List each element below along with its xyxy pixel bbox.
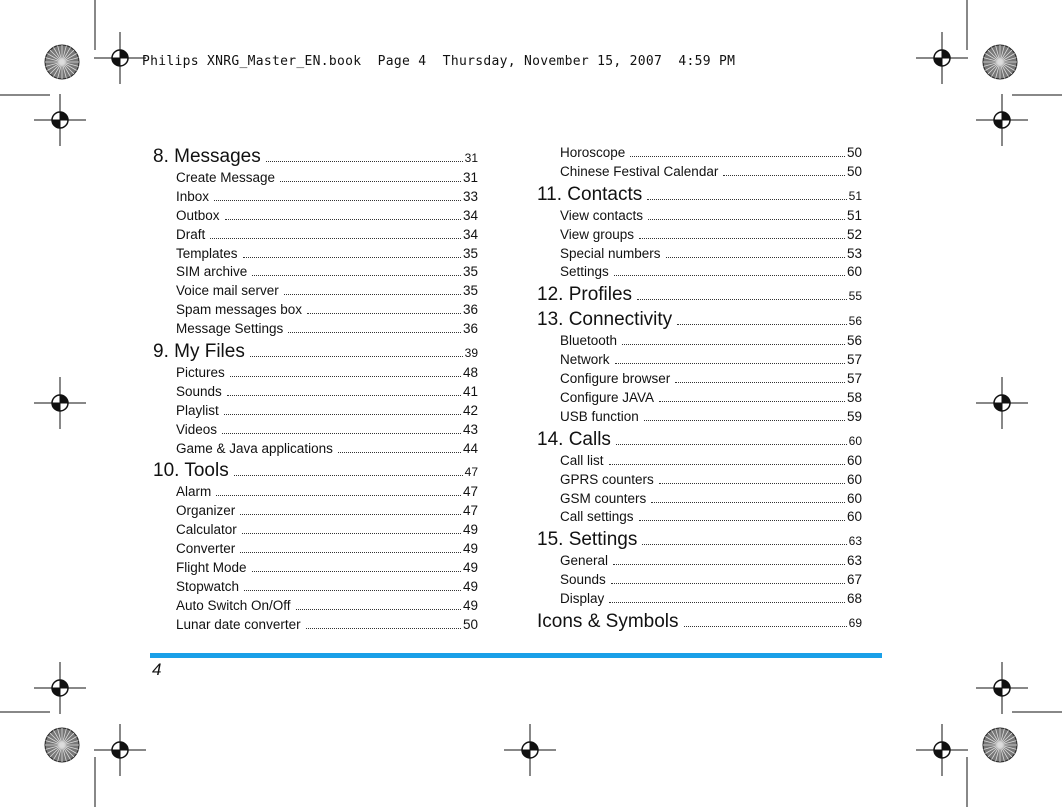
toc-entry-title: Organizer xyxy=(176,503,236,519)
toc-entry-title: GSM counters xyxy=(560,490,647,506)
dot-leader xyxy=(615,363,845,364)
dot-leader xyxy=(648,219,845,220)
dot-leader xyxy=(227,395,461,396)
dot-leader xyxy=(639,520,845,521)
toc-entry-page: 60 xyxy=(846,509,862,525)
toc-entry[interactable] xyxy=(153,579,478,598)
toc-entry-title: Outbox xyxy=(176,207,220,223)
dot-leader xyxy=(659,483,845,484)
toc-entry[interactable] xyxy=(537,164,862,183)
toc-entry-page: 60 xyxy=(846,264,862,280)
toc-heading-title: 11. Contacts xyxy=(537,183,643,205)
dot-leader xyxy=(647,199,846,200)
dot-leader xyxy=(240,552,461,553)
toc-section xyxy=(537,309,862,427)
dot-leader xyxy=(644,420,845,421)
toc-heading-page: 31 xyxy=(464,151,478,165)
toc-entry-title: Sounds xyxy=(176,383,222,399)
toc-entry-page: 42 xyxy=(462,402,478,418)
dot-leader xyxy=(216,495,461,496)
toc-entry[interactable] xyxy=(537,264,862,283)
toc-entry-page: 49 xyxy=(462,541,478,557)
dot-leader xyxy=(630,156,845,157)
toc-entry[interactable] xyxy=(153,403,478,422)
toc-entry[interactable] xyxy=(153,422,478,441)
toc-entry-page: 31 xyxy=(462,170,478,185)
dot-leader xyxy=(234,475,463,476)
toc-heading-page: 60 xyxy=(848,433,862,448)
dot-leader xyxy=(243,257,461,258)
dot-leader xyxy=(609,464,845,465)
toc-entry-title: Sounds xyxy=(560,572,606,588)
toc-entry-page: 51 xyxy=(846,207,862,223)
dot-leader xyxy=(666,257,845,258)
dot-leader xyxy=(611,583,845,584)
toc-entry[interactable] xyxy=(537,472,862,491)
dot-leader xyxy=(616,444,847,445)
toc-entry[interactable] xyxy=(153,503,478,522)
dot-leader xyxy=(684,626,847,627)
toc-entry-page: 43 xyxy=(462,421,478,437)
toc-entry[interactable] xyxy=(153,227,478,246)
toc-heading-page: 55 xyxy=(848,289,862,304)
toc-entry[interactable] xyxy=(537,509,862,528)
toc-entry[interactable] xyxy=(537,371,862,390)
toc-entry-title: Special numbers xyxy=(560,245,661,261)
dot-leader xyxy=(613,564,845,565)
toc-entry[interactable] xyxy=(153,246,478,265)
toc-entry-title: Templates xyxy=(176,245,238,261)
toc-section xyxy=(537,284,862,308)
footer-rule xyxy=(150,653,882,658)
toc-entry-page: 33 xyxy=(462,188,478,204)
toc-heading-title: 14. Calls xyxy=(537,428,611,450)
toc-entry-title: Configure JAVA xyxy=(560,390,655,406)
toc-entry[interactable] xyxy=(537,409,862,428)
toc-entry[interactable] xyxy=(537,208,862,227)
toc-entry[interactable] xyxy=(153,560,478,579)
toc-heading[interactable] xyxy=(153,341,478,365)
toc-entry-page: 59 xyxy=(846,408,862,424)
toc-entry-page: 60 xyxy=(846,471,862,487)
toc-entry[interactable] xyxy=(537,352,862,371)
toc-heading[interactable] xyxy=(537,611,862,635)
dot-leader xyxy=(639,238,845,239)
toc-heading[interactable] xyxy=(537,284,862,308)
toc-heading[interactable] xyxy=(537,309,862,333)
toc-entry-page: 35 xyxy=(462,283,478,299)
dot-leader xyxy=(230,376,461,377)
toc-entry-page: 67 xyxy=(846,572,862,588)
toc-entry-title: Alarm xyxy=(176,484,212,500)
toc-heading-page: 56 xyxy=(848,314,862,329)
toc-entry[interactable] xyxy=(153,321,478,340)
toc-entry[interactable] xyxy=(537,553,862,572)
toc-section xyxy=(153,146,478,340)
toc-entry-title: Lunar date converter xyxy=(176,616,301,632)
toc-heading[interactable] xyxy=(537,529,862,553)
toc-heading[interactable] xyxy=(537,429,862,453)
dot-leader xyxy=(250,356,463,357)
dot-leader xyxy=(242,533,461,534)
toc-entry[interactable] xyxy=(153,283,478,302)
toc-section xyxy=(537,429,862,529)
toc-entry[interactable] xyxy=(153,598,478,617)
toc-left-column xyxy=(153,145,478,636)
toc-entry-title: General xyxy=(560,553,609,569)
toc-section xyxy=(537,145,862,183)
toc-entry-title: Flight Mode xyxy=(176,560,247,576)
toc-heading[interactable] xyxy=(153,146,478,170)
toc-entry-title: Message Settings xyxy=(176,321,284,337)
dot-leader xyxy=(210,238,461,239)
dot-leader xyxy=(651,502,845,503)
toc-entry-title: Draft xyxy=(176,226,206,242)
toc-entry[interactable] xyxy=(153,541,478,560)
toc-entry-page: 41 xyxy=(462,383,478,399)
toc-entry-page: 49 xyxy=(462,522,478,538)
toc-heading-page: 51 xyxy=(848,188,862,203)
toc-heading-title: 15. Settings xyxy=(537,529,638,551)
toc-section xyxy=(537,529,862,610)
toc-entry-page: 36 xyxy=(462,321,478,337)
toc-section xyxy=(153,460,478,635)
toc-entry-page: 47 xyxy=(462,484,478,500)
toc-section xyxy=(537,184,862,284)
toc-entry-title: Network xyxy=(560,352,610,368)
dot-leader xyxy=(296,609,461,610)
toc-entry-page: 49 xyxy=(462,578,478,594)
dot-leader xyxy=(659,401,845,402)
toc-heading-title: 10. Tools xyxy=(153,460,229,482)
toc-entry-title: Chinese Festival Calendar xyxy=(560,163,719,179)
toc-entry-page: 56 xyxy=(846,333,862,349)
toc-entry-page: 47 xyxy=(462,503,478,519)
toc-heading-page: 63 xyxy=(848,534,862,549)
toc-heading[interactable] xyxy=(537,184,862,208)
toc-entry-title: View contacts xyxy=(560,207,644,223)
toc-heading-page: 47 xyxy=(464,465,478,480)
toc-entry[interactable] xyxy=(153,189,478,208)
toc-entry[interactable] xyxy=(153,384,478,403)
toc-heading-title: 13. Connectivity xyxy=(537,309,673,331)
toc-entry-page: 63 xyxy=(846,553,862,569)
toc-entry[interactable] xyxy=(153,264,478,283)
toc-entry-page: 68 xyxy=(846,591,862,607)
toc-entry-title: Playlist xyxy=(176,402,219,418)
dot-leader xyxy=(240,514,461,515)
toc-entry[interactable] xyxy=(537,453,862,472)
toc-entry-page: 48 xyxy=(462,365,478,381)
dot-leader xyxy=(723,175,845,176)
toc-heading-title: 12. Profiles xyxy=(537,284,633,306)
dot-leader xyxy=(614,275,845,276)
toc-entry[interactable] xyxy=(153,484,478,503)
toc-entry-title: Voice mail server xyxy=(176,283,279,299)
toc-entry-page: 49 xyxy=(462,560,478,576)
toc-entry-title: GPRS counters xyxy=(560,471,654,487)
toc-entry[interactable] xyxy=(537,333,862,352)
toc-entry-title: Call list xyxy=(560,452,604,468)
toc-heading-page: 39 xyxy=(464,346,478,361)
toc-entry-title: Auto Switch On/Off xyxy=(176,597,291,613)
toc-entry-page: 50 xyxy=(846,145,862,160)
toc-heading-title: Icons & Symbols xyxy=(537,611,679,633)
toc-right-column xyxy=(537,145,862,635)
toc-entry-page: 57 xyxy=(846,352,862,368)
dot-leader xyxy=(284,294,461,295)
toc-entry-page: 60 xyxy=(846,452,862,468)
toc-entry[interactable] xyxy=(537,145,862,164)
toc-entry-title: Converter xyxy=(176,541,236,557)
toc-entry-title: Display xyxy=(560,591,605,607)
dot-leader xyxy=(214,200,461,201)
toc-entry-title: USB function xyxy=(560,408,639,424)
toc-entry-title: Game & Java applications xyxy=(176,440,333,456)
dot-leader xyxy=(642,544,846,545)
toc-heading-title: 9. My Files xyxy=(153,341,245,363)
page-number: 4 xyxy=(152,660,162,679)
toc-entry-title: Settings xyxy=(560,264,609,280)
dot-leader xyxy=(338,452,461,453)
dot-leader xyxy=(244,590,461,591)
toc-entry-page: 49 xyxy=(462,597,478,613)
toc-entry[interactable] xyxy=(153,522,478,541)
toc-entry-title: Configure browser xyxy=(560,371,671,387)
dot-leader xyxy=(280,181,461,182)
toc-entry-title: Horoscope xyxy=(560,145,626,160)
toc-heading[interactable] xyxy=(153,460,478,484)
toc-entry-page: 60 xyxy=(846,490,862,506)
print-header: Philips XNRG_Master_EN.book Page 4 Thursday, November 15, 2007 4:59 PM xyxy=(142,54,736,69)
toc-entry-page: 35 xyxy=(462,264,478,280)
dot-leader xyxy=(307,313,461,314)
toc-entry-page: 36 xyxy=(462,302,478,318)
toc-entry-page: 35 xyxy=(462,245,478,261)
toc-entry[interactable] xyxy=(153,302,478,321)
toc-entry-title: Videos xyxy=(176,421,218,437)
dot-leader xyxy=(622,344,845,345)
toc-entry-title: Inbox xyxy=(176,188,210,204)
toc-entry-page: 50 xyxy=(462,616,478,632)
toc-entry[interactable] xyxy=(537,572,862,591)
toc-entry-title: SIM archive xyxy=(176,264,248,280)
toc-entry[interactable] xyxy=(537,246,862,265)
toc-entry[interactable] xyxy=(153,617,478,636)
toc-entry-title: Create Message xyxy=(176,170,276,185)
toc-entry-page: 50 xyxy=(846,163,862,179)
dot-leader xyxy=(252,571,461,572)
toc-entry-title: Spam messages box xyxy=(176,302,303,318)
toc-entry-page: 58 xyxy=(846,390,862,406)
toc-entry[interactable] xyxy=(537,390,862,409)
toc-entry-title: Call settings xyxy=(560,509,634,525)
dot-leader xyxy=(222,433,461,434)
dot-leader xyxy=(225,219,461,220)
toc-entry-title: View groups xyxy=(560,226,635,242)
dot-leader xyxy=(224,414,461,415)
toc-entry[interactable] xyxy=(537,591,862,610)
toc-entry-title: Stopwatch xyxy=(176,578,240,594)
dot-leader xyxy=(677,324,846,325)
toc-entry-page: 53 xyxy=(846,245,862,261)
toc-entry-page: 57 xyxy=(846,371,862,387)
toc-entry-page: 34 xyxy=(462,226,478,242)
toc-entry-page: 34 xyxy=(462,207,478,223)
toc-entry-title: Bluetooth xyxy=(560,333,618,349)
dot-leader xyxy=(306,628,461,629)
toc-entry[interactable] xyxy=(153,170,478,189)
toc-section xyxy=(537,611,862,635)
dot-leader xyxy=(609,602,845,603)
toc-section xyxy=(153,341,478,459)
toc-entry[interactable] xyxy=(537,227,862,246)
dot-leader xyxy=(266,161,463,162)
toc-entry-page: 44 xyxy=(462,440,478,456)
toc-heading-page: 69 xyxy=(848,616,862,631)
toc-entry[interactable] xyxy=(153,208,478,227)
dot-leader xyxy=(675,382,845,383)
dot-leader xyxy=(637,299,847,300)
dot-leader xyxy=(288,332,461,333)
toc-entry-title: Pictures xyxy=(176,365,225,381)
dot-leader xyxy=(252,275,461,276)
toc-entry[interactable] xyxy=(153,365,478,384)
toc-entry-page: 52 xyxy=(846,226,862,242)
toc-entry[interactable] xyxy=(537,491,862,510)
toc-heading-title: 8. Messages xyxy=(153,146,261,167)
toc-entry-title: Calculator xyxy=(176,522,237,538)
toc-entry[interactable] xyxy=(153,441,478,460)
